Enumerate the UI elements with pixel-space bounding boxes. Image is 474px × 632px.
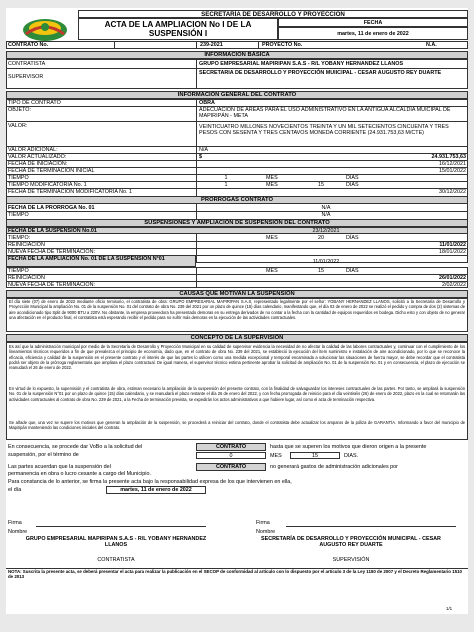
concepto-p1: Es así que la administración municipal por medio de la Secretaría de Desarrollo y Proyección Municipal en su calidad de supervisor evidencia la necesidad de no afectar la calidad de las labores contractuales y, continuar con el cumplimiento de los lineamientos técnicos requeridos a fin de que prevalezca el principio de economía, dado que, en el contrato de obra No. 239 del 2021, se estableció la ejecución del ítem suministro e instalación de aire acondicionado, por lo que se reconoce la eficacia, eficiencia y calidad de la suspensión en el presente contrato y el interés de que las partes lo utilicen como una medida excepcional y temporal encaminada a solucionar las situaciones de fuerza mayor, se debe recordar que el contratista podrá ser objeto de la prórroga reglamentaria que ampliara el plazo contractual. De igual manera, el supervisor técnico estima pertinente aprobar la solicitud de ampliación No. 01 de la suspensión No. 01 y en consecuencia, el plazo de ejecución se reanudará el 26 de enero de 2022. xyxy=(9,344,465,371)
contratista-role: CONTRATISTA xyxy=(97,557,135,563)
section-info-basica: INFORMACIÓN BÁSICA xyxy=(6,51,468,59)
valor-actualizado-label: VALOR ACTUALIZADO: xyxy=(8,154,67,160)
supervisor-label: SUPERVISOR xyxy=(8,74,44,80)
prorroga-tiempo-value: N/A xyxy=(321,212,331,218)
dia-value: martes, 11 de enero de 2022 xyxy=(120,487,192,493)
supervisor-name: SECRETARÍA DE DESARROLLO Y PROYECCIÓN MUNICIPAL - CESAR AUGUSTO REY DUARTE xyxy=(261,536,441,548)
section-info-general: INFORMACIÓN GENERAL DEL CONTRATO xyxy=(6,91,468,99)
consecuencia-tail: hasta que se superen los motivos que dieron origen a la presente xyxy=(270,444,427,450)
contrato-row xyxy=(6,41,468,49)
contrato-label: CONTRATO No. xyxy=(8,42,49,48)
valor-value: VEINTICUATRO MILLONES NOVECIENTOS TREINTA Y UN MIL SETECIENTOS CINCUENTA Y TRES PESOS CON SESENTA Y TRES CENTAVOS MONEDA CORRIENTE (24.931.753,63 M/CTE) xyxy=(199,124,449,136)
ampliacion-dias: 15 xyxy=(318,268,324,274)
fecha-iniciacion-value: 16/12/2021 xyxy=(439,161,466,167)
section-suspensiones: SUSPENSIONES Y AMPLIACIÓN DE SUSPENSIÓN DEL CONTRATO xyxy=(6,219,468,227)
constancia-text: Para constancia de lo anterior, se firma la presente acta bajo la responsabilidad expresa de los que intervienen en ella, xyxy=(8,479,292,485)
tiempo-mod-mes-word: MES xyxy=(266,182,278,188)
tiempo-meses: 1 xyxy=(224,175,228,181)
consecuencia-contrato: CONTRATO xyxy=(215,444,247,450)
fecha-value: martes, 11 de enero de 2022 xyxy=(337,31,409,37)
fecha-label: FECHA xyxy=(363,20,383,26)
concepto-p2: En virtud de lo expuesto, la supervisión y el contratista de obra, estiman necesario la ampliación de la suspensión del presente contrato, con la finalidad de salvaguardar los intereses contractuales de las partes. Por tanto, se ampliará la suspensión No. 01 de la suspensión N°01 por un plazo de quince (15) días calendario, y se reanudará el plazo restante el día 26 de enero del 2022, y con fecha prorrogada de reinicio para el día veintiséis (26) de enero de 2022, plazo en la cual se retomarán las actividades contractuales al contrato de obra No. 239 de 2021, a la Fecha de terminación prevista, se expedirán los actos administrativos a que hubiere lugar, así como el acta de terminación respectiva. xyxy=(9,386,465,402)
termino-dias: 15 xyxy=(312,453,318,459)
suspension-termino-text: suspensión, por el término de xyxy=(8,452,79,458)
prorroga-fecha-value: N/A xyxy=(321,205,331,211)
ampliacion-mes-word: MES xyxy=(266,268,278,274)
consecuencia-text: En consecuencia, se procede dar VoBo a la solicitud del xyxy=(8,444,143,450)
suspension-fecha-label: FECHA DE LA SUSPENSIÓN No.01 xyxy=(8,228,97,234)
reiniciacion2-value: 26/01/2022 xyxy=(439,275,466,281)
valor-actualizado-value: 24.931.753,63 xyxy=(431,154,466,160)
dia-label: el día xyxy=(8,487,22,493)
prorroga-tiempo-label: TIEMPO xyxy=(8,212,29,218)
valor-adicional-value: N/A xyxy=(199,147,208,153)
suspension-mes-word: MES xyxy=(266,235,278,241)
partes-text: Las partes acuerdan que la suspensión del xyxy=(8,464,111,470)
nota-text: NOTA: Suscrita la presente acta, se deberá presentar el acta para realizar la publicación en el SECOP de conformidad al artículo con lo dispuesto por el artículo 3 de la Ley 1150 de 2007 y el Decreto Reglamentario 1510 de 2013 xyxy=(8,569,462,579)
tiempo-mod-dias-word: DIAS xyxy=(346,182,359,188)
suspension-dias-word: DÍAS xyxy=(346,235,359,241)
partes-tail: no generará gastos de administración adicionales por xyxy=(270,464,398,470)
currency-sign: $ xyxy=(199,154,202,160)
concepto-p3: Se añade que, una vez se supere los motivos que generan la ampliación de la suspensión, se procederá a reiniciar del contrato, donde el contratista debe actualizar los amparos de la póliza de GARANTÍA. Informando a favor del municipio de Mapiripán manteniendo las condiciones iniciales del contrato. xyxy=(9,420,465,431)
ampliacion-value: 11/01/2022 xyxy=(312,259,340,265)
fecha-iniciacion-label: FECHA DE INICIACIÓN: xyxy=(8,161,68,167)
ampliacion-label: FECHA DE LA AMPLIACIÓN No. 01 DE LA SUSPENSIÓN N°01 xyxy=(8,256,165,262)
objeto-value: ADECUACION DE AREAS PARA EL USO ADMINISTRATIVO EN LA ANTIGUA ALCALDIA MUICIPAL DE MAPIRIPÁN - META xyxy=(199,107,451,119)
termino-mes-word: MES xyxy=(270,453,282,459)
signature-line-right xyxy=(286,526,456,527)
fecha-term-mod-label: FECHA DE TERMINACIÓN MODIFICATORIA No. 1 xyxy=(8,189,133,195)
section-prorrogas: PRORROGAS CONTRATO xyxy=(6,196,468,204)
contratista-label: CONTRATISTA xyxy=(8,61,46,67)
reiniciacion2-label: REINICIACIÓN xyxy=(8,275,45,281)
tiempo-label: TIEMPO xyxy=(8,175,29,181)
reiniciacion-label: REINICIACIÓN xyxy=(8,242,45,248)
partes-contrato: CONTRATO xyxy=(215,464,247,470)
fecha-term-inicial-label: FECHA DE TERMINACIÓN INICIAL xyxy=(8,168,95,174)
suspension-fecha-value: 23/12/2021 xyxy=(312,228,340,234)
termino-meses: 0 xyxy=(229,453,233,459)
nueva-fecha-label: NUEVA FECHA DE TERMINACIÓN: xyxy=(8,249,95,255)
section-concepto: CONCEPTO DE LA SUPERVISIÓN xyxy=(6,334,468,342)
proyecto-label: PROYECTO No. xyxy=(262,42,303,48)
objeto-label: OBJETO: xyxy=(8,107,31,113)
termino-dias-word: DIAS. xyxy=(344,453,359,459)
firma-label-left: Firma xyxy=(8,520,22,526)
document-page xyxy=(6,8,468,614)
page-number: 1/1 xyxy=(446,606,453,611)
tipo-contrato-label: TIPO DE CONTRATO xyxy=(8,100,61,106)
reiniciacion-value: 11/01/2022 xyxy=(439,242,466,248)
nueva-fecha2-label: NUEVA FECHA DE TERMINACIÓN: xyxy=(8,282,95,288)
fecha-term-mod-value: 30/12/2022 xyxy=(439,189,466,195)
nombre-label-left: Nombre xyxy=(8,529,28,535)
section-causas: CAUSAS QUE MOTIVAN LA SUSPENSIÓN xyxy=(6,290,468,298)
supervisor-role: SUPERVISIÓN xyxy=(332,557,370,563)
nueva-fecha2-value: 2/02/2022 xyxy=(442,282,466,288)
tiempo-mod-dias: 15 xyxy=(318,182,324,188)
nueva-fecha-value: 18/01/2022 xyxy=(439,249,466,255)
tiempo-dias-word: DIAS xyxy=(346,175,359,181)
ampliacion-dias-word: DÍAS xyxy=(346,268,359,274)
tiempo-mod-meses: 1 xyxy=(224,182,228,188)
ampliacion-tiempo-label: TIEMPO xyxy=(8,268,29,274)
permanencia-text: permanencia en obra o lucro cesante a cargo del Municipio. xyxy=(8,471,151,477)
causas-text: El día siete (07) de enero de 2022 mediante oficio remisorio, el contratista de obra: GRUPO EMPRESARIAL MAPIRIPAN S.A.S, representado legalmente por el señor: YOBANY HERNANDEZ LLANOS, solicitó a la Secretaría de Desarrollo y Proyección Municipal la ampliación No. 01 de la suspensión No. 01 del contrato de obra No. 239 del 2021 por un plazo de quince (15) días calendario, manifestando que, el día 03 de enero de 2022 se realizó el pedido y compra de dos (2) sistemas de aire acondicionado tipo Split de 9000 BTU a 220V. No obstante, la empresa proveedora ha presentado demoras en su entrega derivados de no contar a la fecha con la cantidad de equipos requeridos en bodega. Dicho esto y con objeto de no generar una afectación en el producto final, el contratista está esperando recibir el pedido para no sufrir más demoras en la ejecución de las actividades contractuales. xyxy=(9,299,465,320)
valor-label: VALOR: xyxy=(8,123,28,129)
nombre-label-right: Nombre xyxy=(256,529,276,535)
signature-line-left xyxy=(36,526,206,527)
suspension-tiempo-label: TIEMPO: xyxy=(8,235,31,241)
suspension-dias: 20 xyxy=(318,235,324,241)
tipo-contrato-value: OBRA xyxy=(199,100,215,106)
document-title: ACTA DE LA AMPLIACION No I DE LA xyxy=(104,20,252,29)
fecha-term-inicial-value: 15/01/2022 xyxy=(439,168,466,174)
proyecto-number: N.A. xyxy=(426,42,437,48)
municipal-logo xyxy=(20,14,70,44)
contrato-number: 239-2021 xyxy=(200,42,223,48)
contratista-name: GRUPO EMPRESARIAL MAPIRIPAN S.A.S - R/L YOBANY HERNANDEZ LLANOS xyxy=(25,536,207,548)
supervisor-value: SECRETARIA DE DESARROLLO Y PROYECCIÓN MUIICIPAL - CESAR AUGUSTO REY DUARTE xyxy=(199,70,442,76)
firma-label-right: Firma xyxy=(256,520,270,526)
dept-name: SECRETARÍA DE DESARROLLO Y PROYECCIÓN xyxy=(201,11,345,18)
contratista-value: GRUPO EMPRESARIAL MAPIRIPAN S.A.S - R/L YOBANY HERNANDEZ LLANOS xyxy=(199,61,404,67)
valor-adicional-label: VALOR ADICIONAL: xyxy=(8,147,58,153)
tiempo-mod-label: TIEMPO MODIFICATORIA No. 1 xyxy=(8,182,87,188)
prorroga-fecha-label: FECHA DE LA PRORROGA No. 01 xyxy=(8,205,95,211)
tiempo-mes-word: MES xyxy=(266,175,278,181)
document-title-line2: SUSPENSIÓN I xyxy=(148,29,208,38)
